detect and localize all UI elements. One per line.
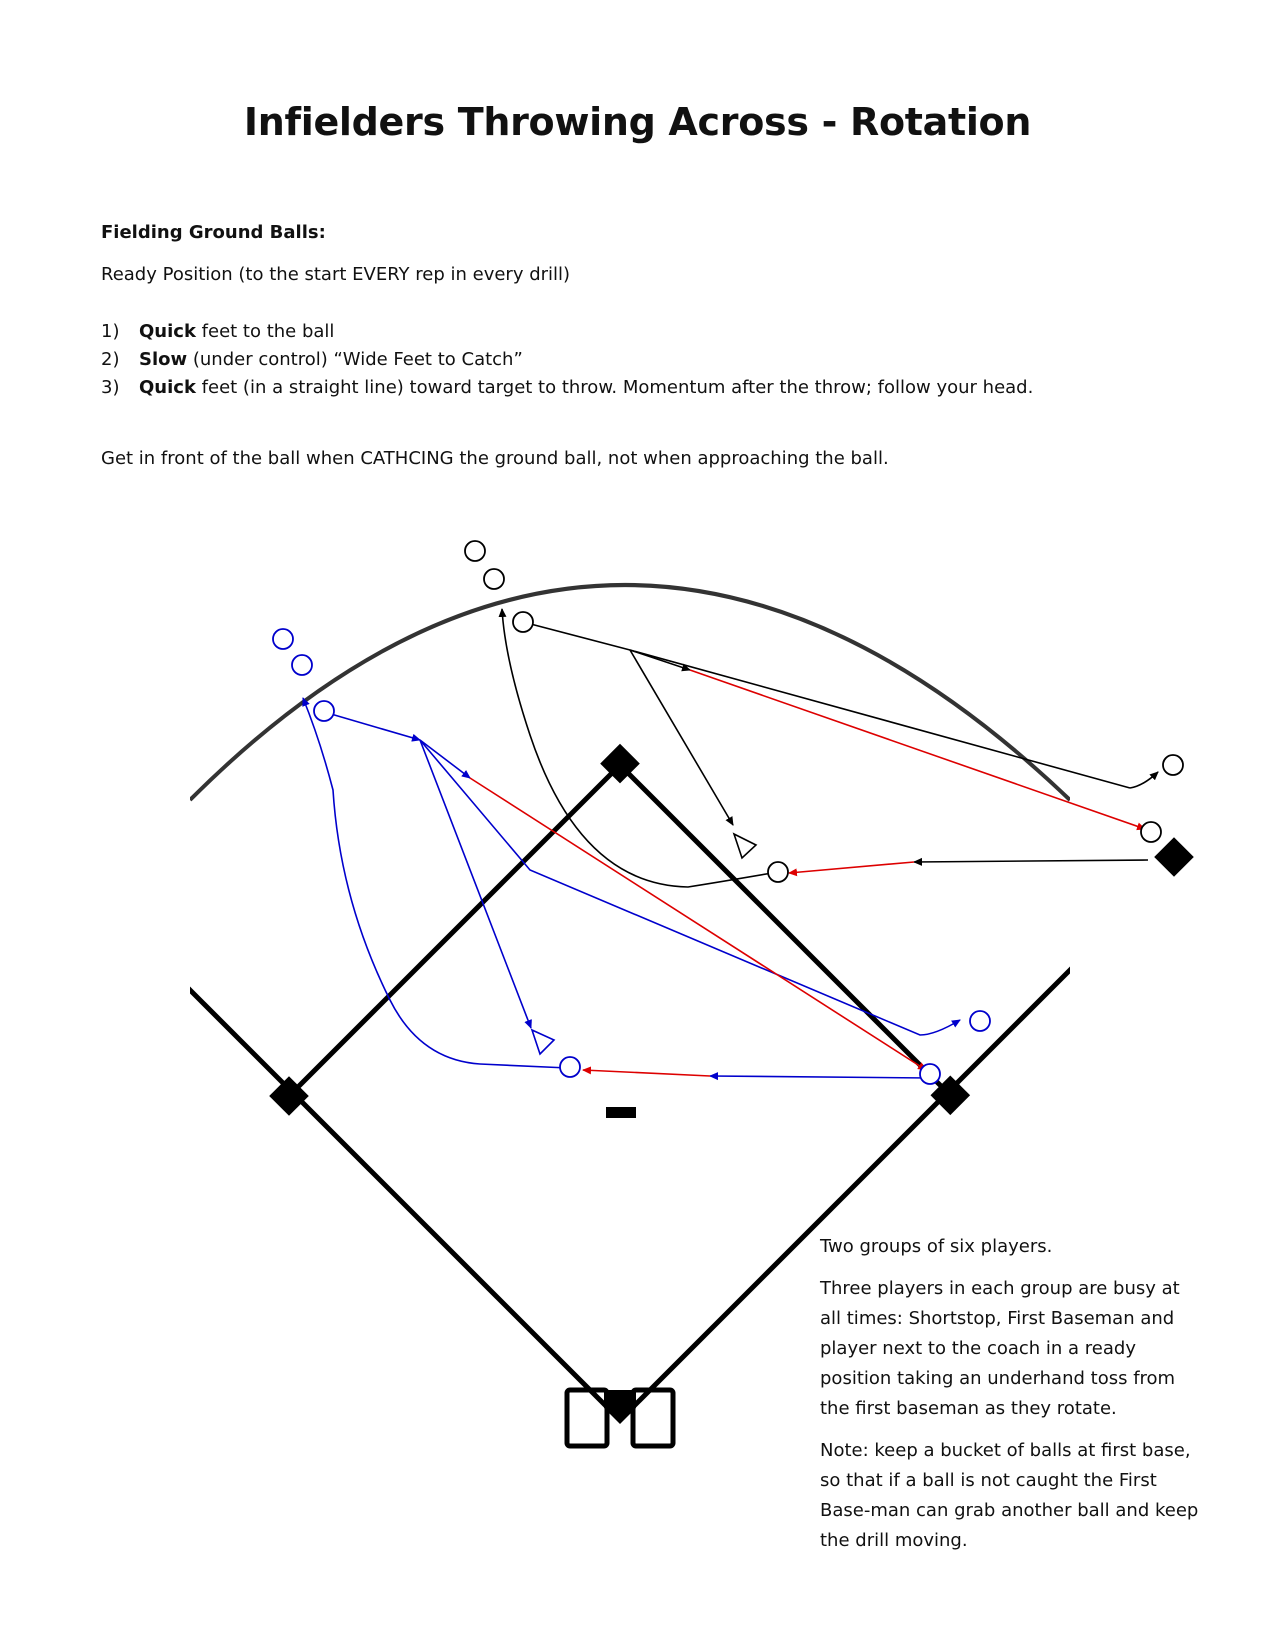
base-paths	[289, 765, 951, 1096]
ready-position-text: Ready Position (to the start EVERY rep in every drill)	[101, 264, 571, 285]
player-circle-icon	[1141, 822, 1161, 842]
step-text: feet (in a straight line) toward target to throw. Momentum after the throw; follow your head.	[195, 377, 1034, 398]
step-text: feet to the ball	[195, 321, 335, 342]
player-circle-icon	[314, 701, 334, 721]
player-circle-icon	[970, 1011, 990, 1031]
player-circle-icon	[273, 629, 293, 649]
player-circle-icon	[768, 862, 788, 882]
page-title: Infielders Throwing Across - Rotation	[243, 100, 1032, 144]
step-text: (under control) “Wide Feet to Catch”	[187, 349, 523, 370]
pitching-rubber-icon	[606, 1107, 636, 1118]
catching-note: Get in front of the ball when CATHCING the ground ball, not when approaching the ball.	[101, 448, 889, 469]
drill-notes	[820, 1232, 1200, 1568]
step-emphasis: Slow	[139, 349, 188, 370]
throw-paths	[470, 670, 1145, 1076]
outside-base-icon	[1154, 837, 1194, 877]
player-circle-icon	[513, 612, 533, 632]
coach-triangle-icon	[734, 834, 756, 858]
groups-note: Two groups of six players.	[820, 1236, 1053, 1257]
group-two-routes	[303, 698, 960, 1078]
step-emphasis: Quick	[139, 321, 196, 342]
left-foul-line	[60, 860, 620, 1420]
player-circle-icon	[465, 541, 485, 561]
step-number: 2)	[101, 349, 120, 370]
player-circle-icon	[560, 1057, 580, 1077]
step-number: 3)	[101, 377, 120, 398]
player-circle-icon	[484, 569, 504, 589]
busy-note: Three players in each group are busy at all times: Shortstop, First Baseman and player next to the coach in a ready position taking an underhand toss from the first baseman as they rotate.	[820, 1278, 1180, 1419]
player-circle-icon	[920, 1064, 940, 1084]
coach-triangle-icon	[532, 1030, 554, 1054]
player-circle-icon	[292, 655, 312, 675]
section-heading: Fielding Ground Balls:	[101, 222, 326, 243]
step-number: 1)	[101, 321, 120, 342]
player-circle-icon	[1163, 755, 1183, 775]
group-one-players	[465, 541, 1183, 882]
group-two-players	[273, 629, 990, 1084]
bucket-note: Note: keep a bucket of balls at first base, so that if a ball is not caught the First Base-man can grab another ball and keep the drill moving.	[820, 1440, 1199, 1551]
step-emphasis: Quick	[139, 377, 196, 398]
group-one-routes	[502, 609, 1158, 887]
